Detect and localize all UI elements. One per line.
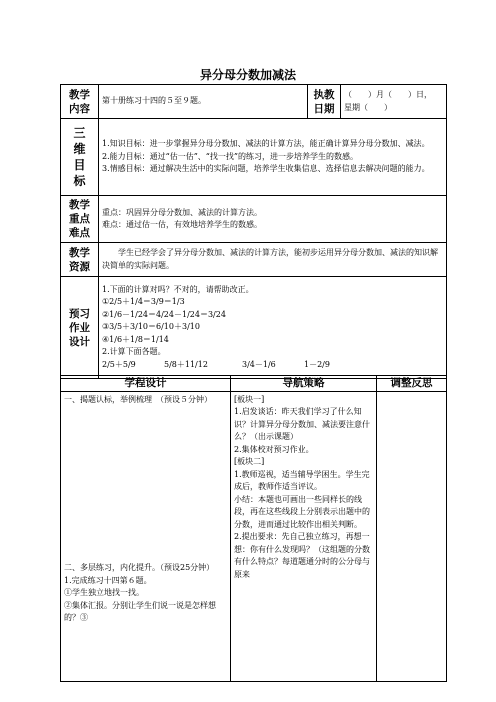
keypoints-label: 教学 重点 难点 [61,196,99,243]
design-header: 学程设计 [61,376,231,392]
date-label: 执教 日期 [308,85,341,119]
preview-item: ③3/5＋3/10＝6/10＋3/10 [102,322,200,332]
design-column [61,391,231,681]
preview-label: 预习 作业 设计 [61,277,99,379]
goal-item: 3.情感目标：通过解决生活中的实际问题，培养学生收集信息、选择信息去解决问题的能力。 [102,164,430,174]
calc-item: 3/4－1/6 [242,359,276,369]
design-part-1: 一、揭题认标，举例梳理 （预设５分钟） [64,394,212,404]
key-point: 重点：巩固异分母分数加、减法的计算方法。 [102,207,262,217]
resources-label: 教学 资源 [61,243,99,277]
goal-item: 2.能力目标：通过“估一估”、“找一找”的练习，进一步培养学生的数感。 [102,151,358,161]
strategy-item: 1.教师巡视，适当辅导学困生。学生完成后，教师作适当评议。 [234,469,370,491]
resources-row [61,243,447,277]
preview-item: ①2/5＋1/4＝3/9＝1/3 [102,297,185,307]
preview-item: ②1/6－1/24＝4/24－1/24＝3/24 [102,309,226,319]
process-header-row [61,376,447,392]
strategy-item: 2.集体校对预习作业。 [234,444,314,454]
lesson-process-table [60,375,447,682]
keypoints-text [99,196,447,243]
goals-row [61,119,447,196]
reflection-column[interactable] [377,391,447,681]
preview-question-1: 1.下面的计算对吗？不对的，请帮助改正。 [102,284,254,294]
calc-item: 2/5＋5/9 [102,359,136,369]
goals-label: 三 维 目 标 [61,119,99,196]
strategy-column [231,391,377,681]
preview-text [99,277,447,379]
preview-question-2: 2.计算下面各题。 [102,347,166,357]
strategy-item: 2.提出要求：先自己独立练习，再想一想：你有什么发现吗？（这组题的分数有什么特点？每道题通分时的公分母与原来 [234,532,370,579]
preview-row [61,277,447,379]
block-1-title: [板块一] [234,394,265,404]
goal-item: 1.知识目标：进一步掌握异分母分数加、减法的计算方法，能正确计算异分母分数加、减法。 [102,139,430,149]
design-item: ①学生独立地找一找。 [64,588,144,597]
keypoints-row [61,196,447,243]
goals-text [99,119,447,196]
design-item: 1.完成练习十四第６题。 [64,575,152,585]
resources-text: 学生已经学会了异分母分数加、减法的计算方法，能初步运用异分母分数加、减法的知识解决简单的实际问题。 [99,243,447,277]
date-field[interactable]: （ ）月（ ）日， 星期（ ） [341,85,447,119]
content-text: 第十册练习十四的５至９题。 [99,85,308,119]
strategy-item: 小结：本题也可画出一些同样长的线段，再在这些线段上分别表示出题中的分数，进而通过比较作出相关判断。 [234,494,370,529]
calc-row [102,359,443,372]
lesson-info-table [60,84,447,379]
calc-item: 1－2/9 [304,359,330,369]
preview-item: ④1/6＋1/8＝1/14 [102,334,169,344]
design-spacer [64,406,227,562]
content-label: 教学 内容 [61,85,99,119]
process-body-row [61,391,447,681]
difficulty-point: 难点：通过估一估，有效地培养学生的数感。 [102,220,262,229]
strategy-header: 导航策略 [231,376,377,392]
page-title: 异分母分数加减法 [199,68,296,82]
block-2-title: [板块二] [234,457,265,466]
content-row [61,85,447,119]
reflection-header: 调整反思 [377,376,447,392]
calc-item: 5/8＋11/12 [164,359,208,369]
design-item: ②集体汇报。分别让学生们说一说是怎样想的？③ [64,600,216,622]
strategy-item: 1.启发谈话：昨天我们学习了什么知识？计算异分母分数加、减法要注意什么？（出示课题） [234,407,370,441]
design-part-2: 二、多层练习，内化提升。（预设25分钟） [64,563,215,572]
